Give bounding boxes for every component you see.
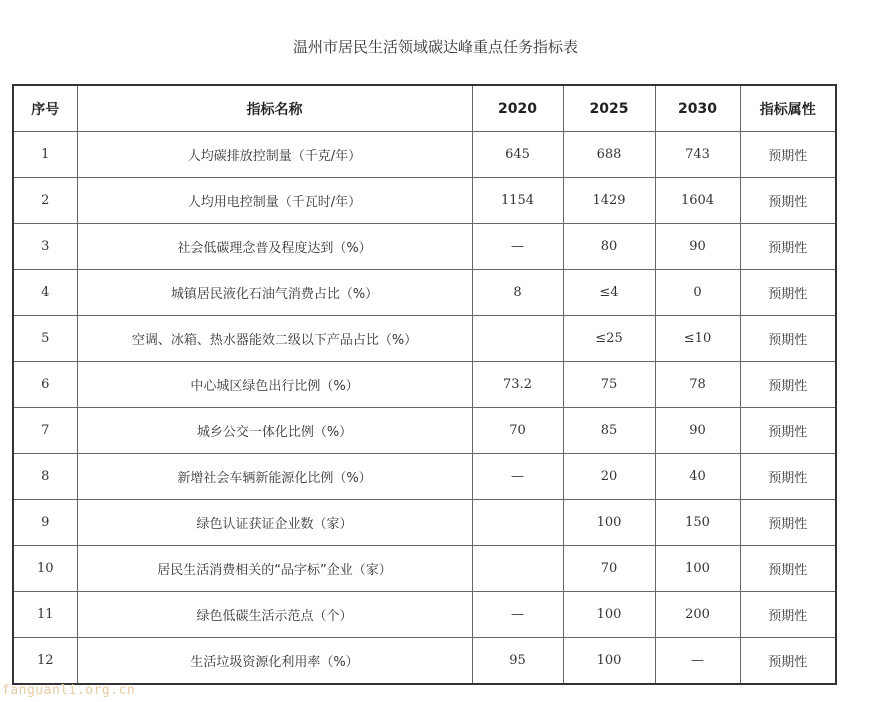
- cell-index: 10: [13, 546, 77, 592]
- cell-name: 社会低碳理念普及程度达到（%）: [77, 224, 472, 270]
- cell-index: 2: [13, 178, 77, 224]
- cell-index: 12: [13, 638, 77, 685]
- table-row: [13, 638, 836, 685]
- table-row: [13, 408, 836, 454]
- cell-attr: 预期性: [740, 454, 836, 500]
- cell-2020: —: [472, 454, 563, 500]
- cell-index: 4: [13, 270, 77, 316]
- cell-name: 绿色认证获证企业数（家）: [77, 500, 472, 546]
- table-row: [13, 546, 836, 592]
- cell-attr: 预期性: [740, 362, 836, 408]
- cell-index: 8: [13, 454, 77, 500]
- cell-name: 空调、冰箱、热水器能效二级以下产品占比（%）: [77, 316, 472, 362]
- cell-2030: 40: [655, 454, 740, 500]
- header-2030: 2030: [655, 85, 740, 132]
- cell-name: 绿色低碳生活示范点（个）: [77, 592, 472, 638]
- cell-2030: 1604: [655, 178, 740, 224]
- cell-2030: 743: [655, 132, 740, 178]
- header-attr: 指标属性: [740, 85, 836, 132]
- cell-2020: [472, 316, 563, 362]
- cell-index: 11: [13, 592, 77, 638]
- table-row: [13, 178, 836, 224]
- header-2020: 2020: [472, 85, 563, 132]
- cell-2020: [472, 546, 563, 592]
- cell-2030: 0: [655, 270, 740, 316]
- cell-name: 生活垃圾资源化利用率（%）: [77, 638, 472, 685]
- cell-2025: 85: [563, 408, 655, 454]
- cell-2025: 75: [563, 362, 655, 408]
- cell-name: 城镇居民液化石油气消费占比（%）: [77, 270, 472, 316]
- cell-2025: 100: [563, 592, 655, 638]
- cell-index: 1: [13, 132, 77, 178]
- cell-index: 5: [13, 316, 77, 362]
- cell-2030: 100: [655, 546, 740, 592]
- cell-index: 6: [13, 362, 77, 408]
- indicator-table: [12, 84, 837, 685]
- cell-2025: 688: [563, 132, 655, 178]
- cell-2030: 90: [655, 224, 740, 270]
- cell-name: 居民生活消费相关的“品字标”企业（家）: [77, 546, 472, 592]
- cell-2030: 150: [655, 500, 740, 546]
- cell-2025: 100: [563, 638, 655, 685]
- cell-name: 城乡公交一体化比例（%）: [77, 408, 472, 454]
- cell-attr: 预期性: [740, 546, 836, 592]
- table-row: [13, 132, 836, 178]
- cell-attr: 预期性: [740, 132, 836, 178]
- table-row: [13, 316, 836, 362]
- cell-name: 人均用电控制量（千瓦时/年）: [77, 178, 472, 224]
- table-row: [13, 362, 836, 408]
- cell-2020: 645: [472, 132, 563, 178]
- cell-attr: 预期性: [740, 224, 836, 270]
- cell-name: 中心城区绿色出行比例（%）: [77, 362, 472, 408]
- cell-2020: —: [472, 592, 563, 638]
- cell-index: 3: [13, 224, 77, 270]
- cell-2030: 90: [655, 408, 740, 454]
- cell-2030: —: [655, 638, 740, 685]
- cell-2020: 70: [472, 408, 563, 454]
- cell-2030: 78: [655, 362, 740, 408]
- cell-2025: 100: [563, 500, 655, 546]
- cell-attr: 预期性: [740, 270, 836, 316]
- header-index: 序号: [13, 85, 77, 132]
- table-header-row: [13, 85, 836, 132]
- cell-2020: 1154: [472, 178, 563, 224]
- cell-2020: [472, 500, 563, 546]
- cell-attr: 预期性: [740, 592, 836, 638]
- table-row: [13, 270, 836, 316]
- cell-2025: 80: [563, 224, 655, 270]
- cell-2020: 95: [472, 638, 563, 685]
- page-title: 温州市居民生活领域碳达峰重点任务指标表: [292, 38, 578, 56]
- cell-index: 7: [13, 408, 77, 454]
- cell-attr: 预期性: [740, 638, 836, 685]
- cell-2025: 70: [563, 546, 655, 592]
- table-row: [13, 500, 836, 546]
- table-row: [13, 454, 836, 500]
- cell-2020: —: [472, 224, 563, 270]
- cell-attr: 预期性: [740, 408, 836, 454]
- cell-index: 9: [13, 500, 77, 546]
- cell-attr: 预期性: [740, 178, 836, 224]
- cell-attr: 预期性: [740, 500, 836, 546]
- cell-2030: 200: [655, 592, 740, 638]
- cell-2025: 20: [563, 454, 655, 500]
- cell-name: 人均碳排放控制量（千克/年）: [77, 132, 472, 178]
- watermark-text: fanguanli.org.cn: [2, 683, 136, 698]
- header-name: 指标名称: [77, 85, 472, 132]
- cell-2025: ≤25: [563, 316, 655, 362]
- header-2025: 2025: [563, 85, 655, 132]
- cell-2025: ≤4: [563, 270, 655, 316]
- cell-attr: 预期性: [740, 316, 836, 362]
- cell-name: 新增社会车辆新能源化比例（%）: [77, 454, 472, 500]
- cell-2025: 1429: [563, 178, 655, 224]
- cell-2020: 8: [472, 270, 563, 316]
- table-row: [13, 592, 836, 638]
- cell-2020: 73.2: [472, 362, 563, 408]
- cell-2030: ≤10: [655, 316, 740, 362]
- table-row: [13, 224, 836, 270]
